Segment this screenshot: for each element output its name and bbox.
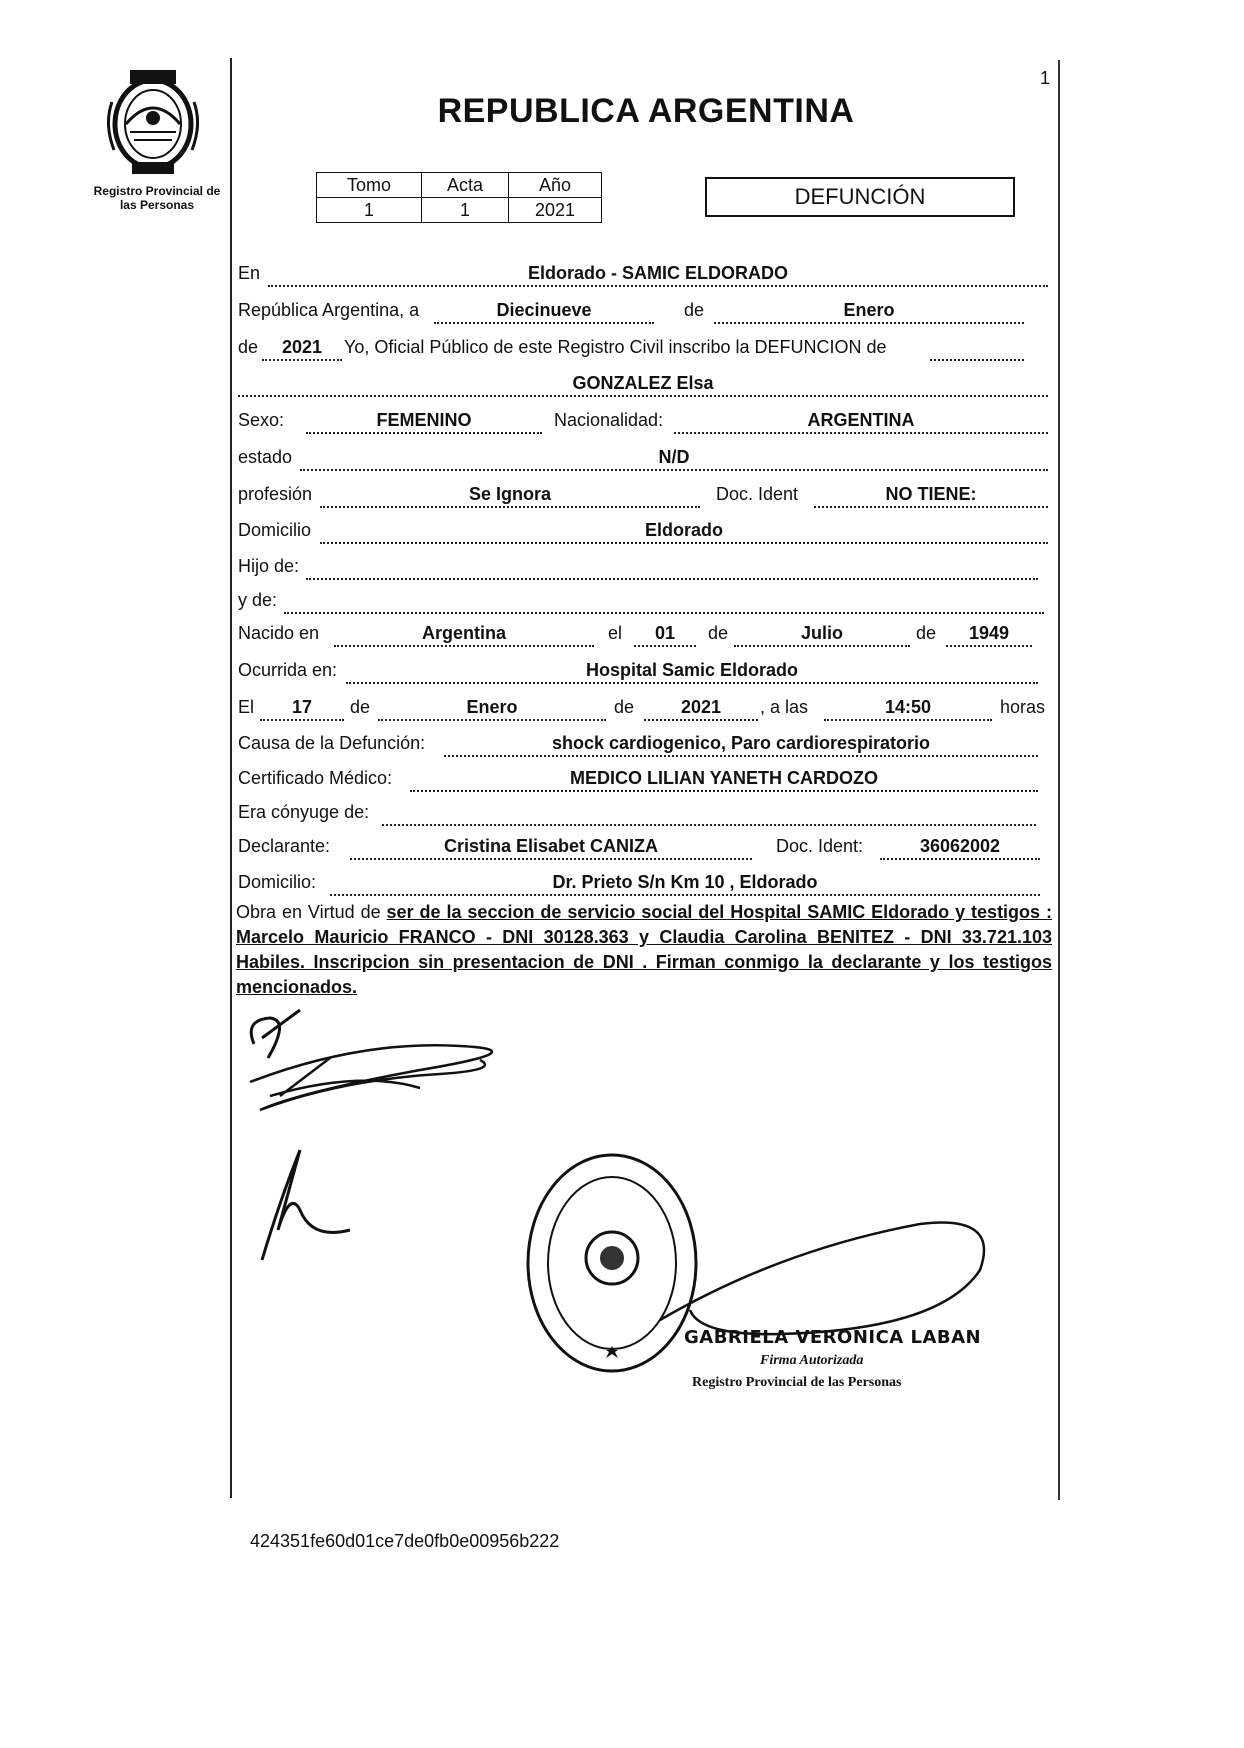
label-y-de: y de: — [238, 590, 278, 610]
field-ocurrida-en: Hospital Samic Eldorado — [346, 660, 1038, 684]
field-nacido-en: Argentina — [334, 623, 594, 647]
document-type-box: DEFUNCIÓN — [705, 177, 1015, 217]
signatory-organization: Registro Provincial de las Personas — [692, 1375, 902, 1390]
document-hash: 424351fe60d01ce7de0fb0e00956b222 — [250, 1531, 560, 1551]
label-el-cap: El — [238, 697, 255, 717]
registry-header-acta: Acta — [422, 173, 509, 198]
label-de-5: de — [350, 697, 371, 717]
label-republica: República Argentina, a — [238, 300, 420, 320]
label-de-2: de — [238, 337, 259, 357]
label-a-las: , a las — [760, 697, 809, 717]
obra-text: ser de la seccion de servicio social del Hospital SAMIC Eldorado y testigos : Marcelo Mauricio FRANCO - DNI 30128.363 y Claudia Carolina BENITEZ - DNI 33.721.103 Habiles. Inscripcion sin presentacion de DNI . Firman conmigo la declarante y los testigos mencionados. — [236, 902, 1052, 997]
label-domicilio: Domicilio — [238, 520, 312, 540]
label-yo: Yo, Oficial Público de este Registro Civil inscribo la DEFUNCION de — [344, 337, 887, 357]
field-declarante-domicilio: Dr. Prieto S/n Km 10 , Eldorado — [330, 872, 1040, 896]
field-yo-tail — [930, 337, 1024, 361]
registry-value-row — [317, 198, 602, 223]
label-horas: horas — [1000, 697, 1046, 717]
field-nombre: GONZALEZ Elsa — [238, 373, 1048, 397]
page-number: 1 — [1040, 68, 1051, 88]
province-seal-logo — [104, 62, 202, 180]
label-conyuge: Era cónyuge de: — [238, 802, 370, 822]
field-declarante: Cristina Elisabet CANIZA — [350, 836, 752, 860]
field-y-de — [284, 590, 1044, 614]
field-lugar: Eldorado - SAMIC ELDORADO — [268, 263, 1048, 287]
label-causa: Causa de la Defunción: — [238, 733, 426, 753]
registry-header-row — [317, 173, 602, 198]
obra-prefix: Obra en Virtud de — [236, 902, 381, 922]
field-hijo-de — [306, 556, 1038, 580]
label-doc-ident: Doc. Ident — [716, 484, 799, 504]
label-de-3: de — [708, 623, 729, 643]
org-line-1: Registro Provincial de — [93, 184, 221, 198]
label-certificado: Certificado Médico: — [238, 768, 393, 788]
label-declarante: Declarante: — [238, 836, 331, 856]
witness-signatures — [240, 1000, 560, 1270]
label-ocurrida-en: Ocurrida en: — [238, 660, 338, 680]
label-nacionalidad: Nacionalidad: — [554, 410, 664, 430]
signatory-name: GABRIELA VERONICA LABAN — [684, 1327, 982, 1348]
field-dia: Diecinueve — [434, 300, 654, 324]
signatory-role: Firma Autorizada — [760, 1353, 864, 1368]
registry-table — [316, 172, 602, 223]
field-nac-dia: 01 — [634, 623, 696, 647]
label-profesion: profesión — [238, 484, 313, 504]
left-margin-line — [230, 58, 232, 1498]
field-estado: N/D — [300, 447, 1048, 471]
label-sexo: Sexo: — [238, 410, 285, 430]
field-def-anio: 2021 — [644, 697, 758, 721]
issuing-organization — [82, 184, 232, 212]
label-hijo-de: Hijo de: — [238, 556, 300, 576]
field-nacionalidad: ARGENTINA — [674, 410, 1048, 434]
document-title: REPUBLICA ARGENTINA — [437, 92, 855, 130]
label-domicilio-2: Domicilio: — [238, 872, 317, 892]
right-margin-line — [1058, 60, 1060, 1500]
label-de-6: de — [614, 697, 635, 717]
label-de-1: de — [684, 300, 705, 320]
label-de-4: de — [916, 623, 937, 643]
field-profesion: Se Ignora — [320, 484, 700, 508]
field-mes: Enero — [714, 300, 1024, 324]
registry-value-acta: 1 — [422, 198, 509, 223]
field-def-dia: 17 — [260, 697, 344, 721]
registry-header-tomo: Tomo — [317, 173, 422, 198]
field-sexo: FEMENINO — [306, 410, 542, 434]
field-causa: shock cardiogenico, Paro cardiorespiratorio — [444, 733, 1038, 757]
field-def-hora: 14:50 — [824, 697, 992, 721]
field-nac-anio: 1949 — [946, 623, 1032, 647]
label-estado: estado — [238, 447, 293, 467]
org-line-2: las Personas — [119, 198, 195, 212]
label-doc-ident-2: Doc. Ident: — [776, 836, 864, 856]
field-doc-ident: NO TIENE: — [814, 484, 1048, 508]
label-el: el — [608, 623, 623, 643]
obra-en-virtud-paragraph — [236, 900, 1052, 1000]
registry-header-anio: Año — [509, 173, 602, 198]
label-nacido-en: Nacido en — [238, 623, 320, 643]
registry-value-tomo: 1 — [317, 198, 422, 223]
registry-value-anio: 2021 — [509, 198, 602, 223]
field-def-mes: Enero — [378, 697, 606, 721]
field-conyuge — [382, 802, 1036, 826]
field-certificado: MEDICO LILIAN YANETH CARDOZO — [410, 768, 1038, 792]
field-domicilio: Eldorado — [320, 520, 1048, 544]
field-anio: 2021 — [262, 337, 342, 361]
field-declarante-doc: 36062002 — [880, 836, 1040, 860]
field-nac-mes: Julio — [734, 623, 910, 647]
label-en: En — [238, 263, 261, 283]
